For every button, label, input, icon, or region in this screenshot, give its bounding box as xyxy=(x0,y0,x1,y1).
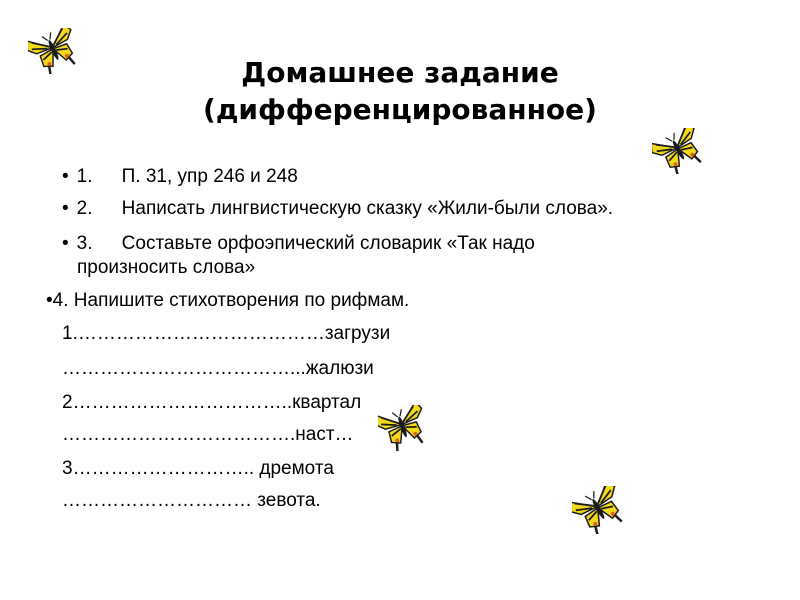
rhyme-line: 1.…………………………………загрузи xyxy=(62,323,391,344)
butterfly-icon xyxy=(652,128,706,174)
item-number: 3. xyxy=(76,233,93,254)
page-title xyxy=(0,54,800,128)
bullet: • xyxy=(62,166,69,187)
item-number: 2. xyxy=(76,198,93,219)
list-item-continuation: произносить слова» xyxy=(77,257,256,278)
item-text: Написать лингвистическую сказку «Жили-были слова». xyxy=(121,198,614,219)
rhyme-line: 2……………………………..квартал xyxy=(62,392,362,413)
butterfly-icon xyxy=(572,486,626,534)
list-item xyxy=(62,197,613,221)
list-item xyxy=(62,232,535,256)
rhyme-line: ………………………………...жалюзи xyxy=(62,358,374,379)
item-text: 4. Напишите стихотворения по рифмам. xyxy=(52,290,410,311)
item-text: Составьте орфоэпический словарик «Так надо xyxy=(121,233,535,254)
rhyme-line: ……………………………….наст… xyxy=(62,424,354,445)
list-item xyxy=(46,289,409,313)
bullet: • xyxy=(62,233,69,254)
item-text: П. 31, упр 246 и 248 xyxy=(121,166,298,187)
item-number: 1. xyxy=(76,166,93,187)
rhyme-line: 3……………………….. дремота xyxy=(62,458,334,479)
bullet: • xyxy=(62,198,69,219)
butterfly-icon xyxy=(378,405,428,451)
rhyme-line: ………………………… зевота. xyxy=(62,490,321,511)
bullet: • xyxy=(46,290,53,311)
title-line-1: Домашнее задание xyxy=(241,56,559,89)
list-item xyxy=(62,165,298,189)
title-line-2: (дифференцированное) xyxy=(203,93,597,126)
